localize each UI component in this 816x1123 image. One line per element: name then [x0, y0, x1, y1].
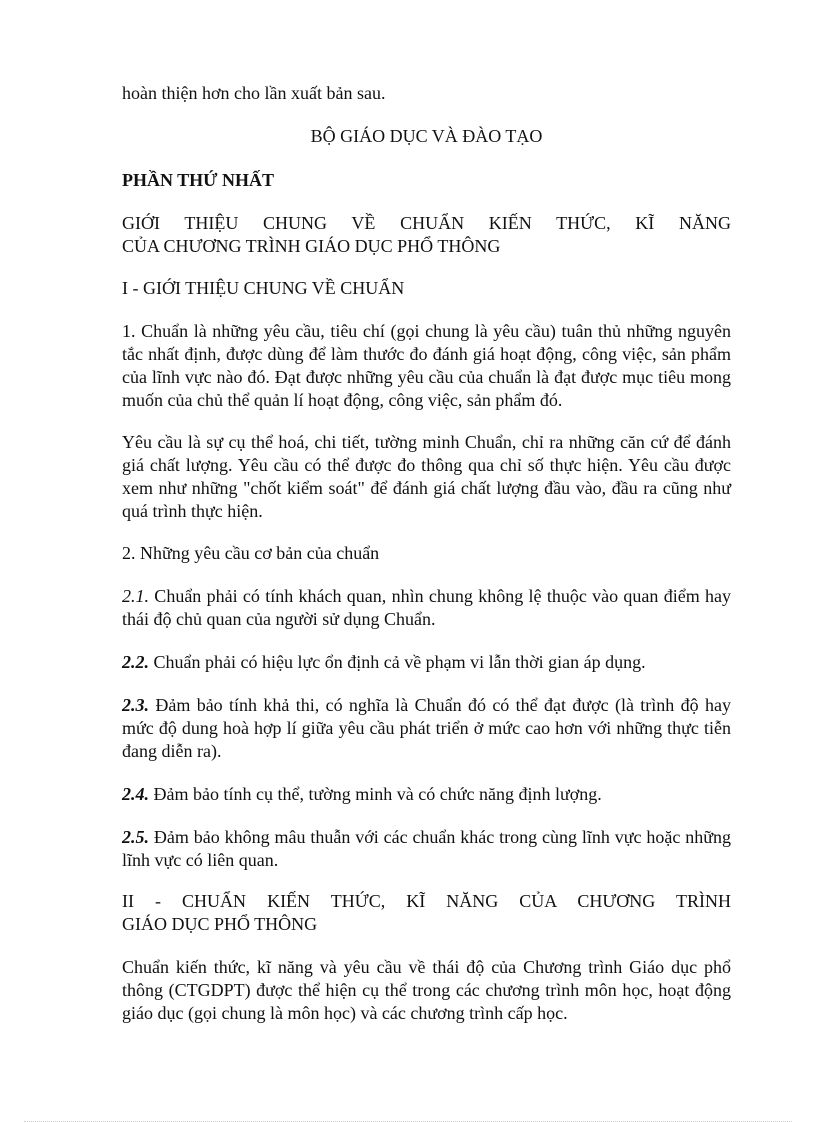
section-1-heading: I - GIỚI THIỆU CHUNG VỀ CHUẨN: [122, 278, 405, 298]
part-subtitle-line-1: GIỚI THIỆU CHUNG VỀ CHUẨN KIẾN THỨC, KĨ NĂNG: [122, 213, 731, 233]
section-2-heading: [122, 890, 731, 936]
previous-page-tail: hoàn thiện hơn cho lần xuất bản sau.: [122, 83, 386, 103]
part-subtitle: [122, 212, 731, 258]
requirement-2-2: [122, 651, 731, 674]
section-2-heading-line-2: GIÁO DỤC PHỔ THÔNG: [122, 914, 318, 934]
requirement-2-5: [122, 826, 731, 872]
requirement-2-1: [122, 585, 731, 631]
ministry-heading: BỘ GIÁO DỤC VÀ ĐÀO TẠO: [310, 126, 543, 146]
requirement-number: 2.1.: [122, 586, 149, 606]
requirement-2-3: [122, 694, 731, 763]
paragraph-last: Chuẩn kiến thức, kĩ năng và yêu cầu về thái độ của Chương trình Giáo dục phổ thông (CTGDPT) được thể hiện cụ thể trong các chương trình môn học, hoạt động giáo dục (gọi chung là môn học) và các chương trình cấp học.: [122, 957, 731, 1023]
requirement-number: 2.2.: [122, 652, 149, 672]
requirement-number: 2.4.: [122, 784, 149, 804]
page-bottom-divider: [24, 1121, 792, 1122]
requirement-number: 2.3.: [122, 695, 149, 715]
requirement-text: Chuẩn phải có tính khách quan, nhìn chung không lệ thuộc vào quan điểm hay thái độ chủ quan của người sử dụng Chuẩn.: [122, 586, 731, 629]
paragraph-3: 2. Những yêu cầu cơ bản của chuẩn: [122, 543, 380, 563]
section-2-heading-line-1: II - CHUẨN KIẾN THỨC, KĨ NĂNG CỦA CHƯƠNG TRÌNH: [122, 891, 731, 911]
part-subtitle-line-2: CỦA CHƯƠNG TRÌNH GIÁO DỤC PHỔ THÔNG: [122, 236, 501, 256]
paragraph-2: Yêu cầu là sự cụ thể hoá, chi tiết, tường minh Chuẩn, chỉ ra những căn cứ để đánh giá chất lượng. Yêu cầu có thể được đo thông qua chỉ số thực hiện. Yêu cầu được xem như những "chốt kiểm soát" để đánh giá chất lượng đầu vào, đầu ra cũng như quá trình thực hiện.: [122, 432, 731, 521]
requirement-text: Đảm bảo không mâu thuẫn với các chuẩn khác trong cùng lĩnh vực hoặc những lĩnh vực có liên quan.: [122, 827, 731, 870]
requirement-text: Chuẩn phải có hiệu lực ổn định cả về phạm vi lẫn thời gian áp dụng.: [149, 652, 646, 672]
part-title: PHẦN THỨ NHẤT: [122, 170, 275, 190]
requirement-text: Đảm bảo tính cụ thể, tường minh và có chức năng định lượng.: [149, 784, 602, 804]
requirement-2-4: [122, 783, 731, 806]
paragraph-1: 1. Chuẩn là những yêu cầu, tiêu chí (gọi chung là yêu cầu) tuân thủ những nguyên tắc nhất định, được dùng để làm thước đo đánh giá hoạt động, công việc, sản phẩm của lĩnh vực nào đó. Đạt được những yêu cầu của chuẩn là đạt được mục tiêu mong muốn của chủ thể quản lí hoạt động, công việc, sản phẩm đó.: [122, 321, 731, 410]
requirement-number: 2.5.: [122, 827, 149, 847]
requirement-text: Đảm bảo tính khả thi, có nghĩa là Chuẩn đó có thể đạt được (là trình độ hay mức độ dung hoà hợp lí giữa yêu cầu phát triển ở mức cao hơn với những thực tiễn đang diễn ra).: [122, 695, 731, 761]
